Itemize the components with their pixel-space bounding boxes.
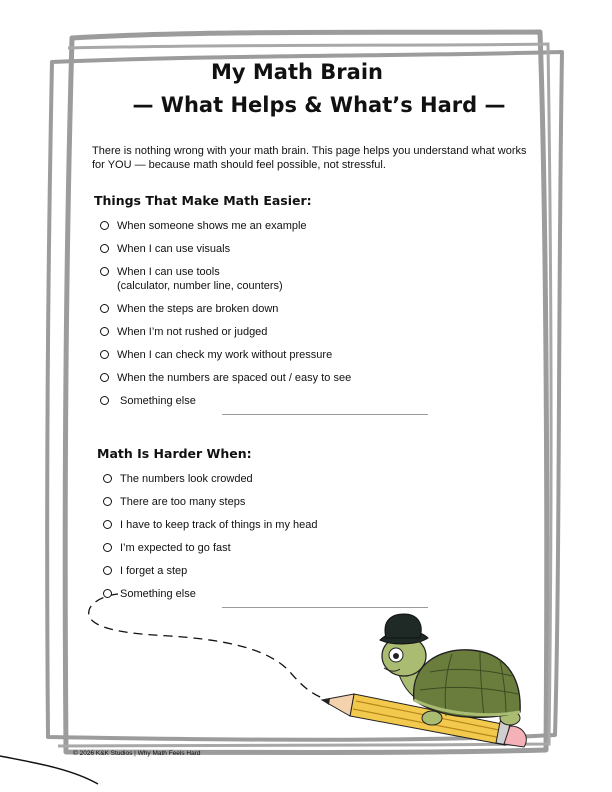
turtle-hat-crown [385, 614, 421, 638]
checklist-item-label: When someone shows me an example [117, 220, 307, 232]
checkbox-circle-icon[interactable] [100, 373, 109, 382]
pencil-lead [322, 698, 330, 705]
checkbox-circle-icon[interactable] [103, 474, 112, 483]
checklist-item-label: When the numbers are spaced out / easy to see [117, 372, 352, 384]
checkbox-circle-icon[interactable] [103, 589, 112, 598]
checklist-item-sublabel: (calculator, number line, counters) [117, 280, 283, 292]
easier-section-heading: Things That Make Math Easier: [94, 193, 312, 208]
page-subtitle: — What Helps & What’s Hard — [132, 93, 506, 117]
frame-outer-stroke [65, 32, 547, 753]
intro-paragraph: There is nothing wrong with your math brain. This page helps you understand what works for YOU — because math should feel possible, not stressful. [92, 145, 527, 171]
checkbox-circle-icon[interactable] [100, 350, 109, 359]
checklist-item-label: Something else [120, 588, 196, 600]
checklist-item-label: Something else [120, 395, 196, 407]
checkbox-circle-icon[interactable] [103, 543, 112, 552]
checkbox-circle-icon[interactable] [100, 267, 109, 276]
checkbox-circle-icon[interactable] [100, 396, 109, 405]
checklist-item-label: When the steps are broken down [117, 303, 279, 315]
checkbox-circle-icon[interactable] [103, 566, 112, 575]
checkbox-circle-icon[interactable] [103, 520, 112, 529]
checkbox-circle-icon[interactable] [100, 304, 109, 313]
pencil-wood-tip [322, 694, 354, 716]
turtle-leg-front [422, 711, 442, 725]
copyright-footer: © 2026 K&K Studios | Why Math Feels Hard [73, 750, 201, 757]
checklist-item-label: When I can use visuals [117, 243, 231, 255]
checklist-item-label: When I can use tools [117, 266, 220, 278]
page-title: My Math Brain [211, 60, 383, 84]
checklist-item-label: When I’m not rushed or judged [117, 326, 268, 338]
checkbox-circle-icon[interactable] [100, 327, 109, 336]
checkbox-circle-icon[interactable] [103, 497, 112, 506]
checklist-item-label: I have to keep track of things in my head [120, 519, 318, 531]
checklist-item-label: When I can check my work without pressure [117, 349, 333, 361]
checklist-item-label: I forget a step [120, 565, 188, 577]
checkbox-circle-icon[interactable] [100, 221, 109, 230]
checklist-item-label: There are too many steps [120, 496, 246, 508]
corner-swoosh [0, 756, 98, 784]
checklist-item-label: I’m expected to go fast [120, 542, 231, 554]
checklist-item-label: The numbers look crowded [120, 473, 253, 485]
checkbox-circle-icon[interactable] [100, 244, 109, 253]
harder-write-in-line[interactable] [222, 607, 428, 608]
harder-section-heading: Math Is Harder When: [97, 446, 252, 461]
dashed-path-decoration [89, 594, 328, 700]
easier-write-in-line[interactable] [222, 414, 428, 415]
